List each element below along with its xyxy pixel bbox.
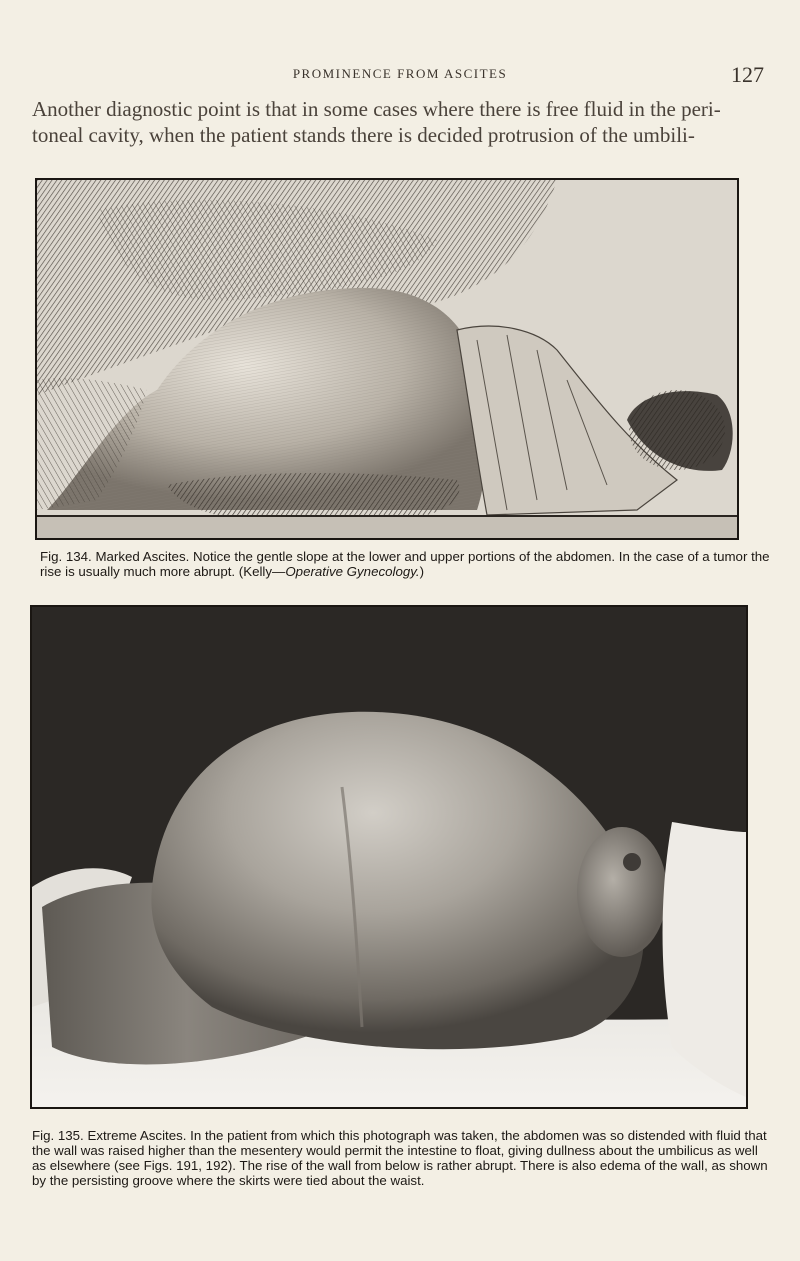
figure-134-caption-end: ) [419,564,425,579]
figure-135-label: Fig. 135. [32,1128,84,1143]
body-paragraph [32,96,772,148]
page-number: 127 [731,62,764,87]
figure-134-caption-text: Marked Ascites. Notice the gentle slope at the lower and upper portions of the abdomen. In the case of a tumor the rise is usually much more abrupt. (Kelly— [40,549,770,579]
figure-134-label: Fig. 134. [40,549,92,564]
ascites-photograph [32,607,746,1107]
figure-134-source: Operative Gynecology. [285,564,420,579]
figure-135-photograph [30,605,748,1109]
page-header [0,62,800,92]
figure-135-caption [32,1128,772,1188]
figure-134-caption [40,549,775,579]
running-head: PROMINENCE FROM ASCITES [292,66,508,81]
ascites-engraving [37,180,737,538]
body-line-2: toneal cavity, when the patient stands there is decided protrusion of the umbili- [32,123,695,147]
body-line-1: Another diagnostic point is that in some cases where there is free fluid in the peri- [32,97,721,121]
figure-135-caption-text: Extreme Ascites. In the patient from which this photograph was taken, the abdomen was so distended with fluid that the wall was raised higher than the mesentery would permit the intestine to float, giving dullness about the umbilicus as well as elsewhere (see Figs. 191, 192). The rise of the wall from below is rather abrupt. There is also edema of the wall, as shown by the persisting groove where the skirts were tied about the waist. [32,1128,768,1188]
figure-134-illustration [35,178,739,540]
